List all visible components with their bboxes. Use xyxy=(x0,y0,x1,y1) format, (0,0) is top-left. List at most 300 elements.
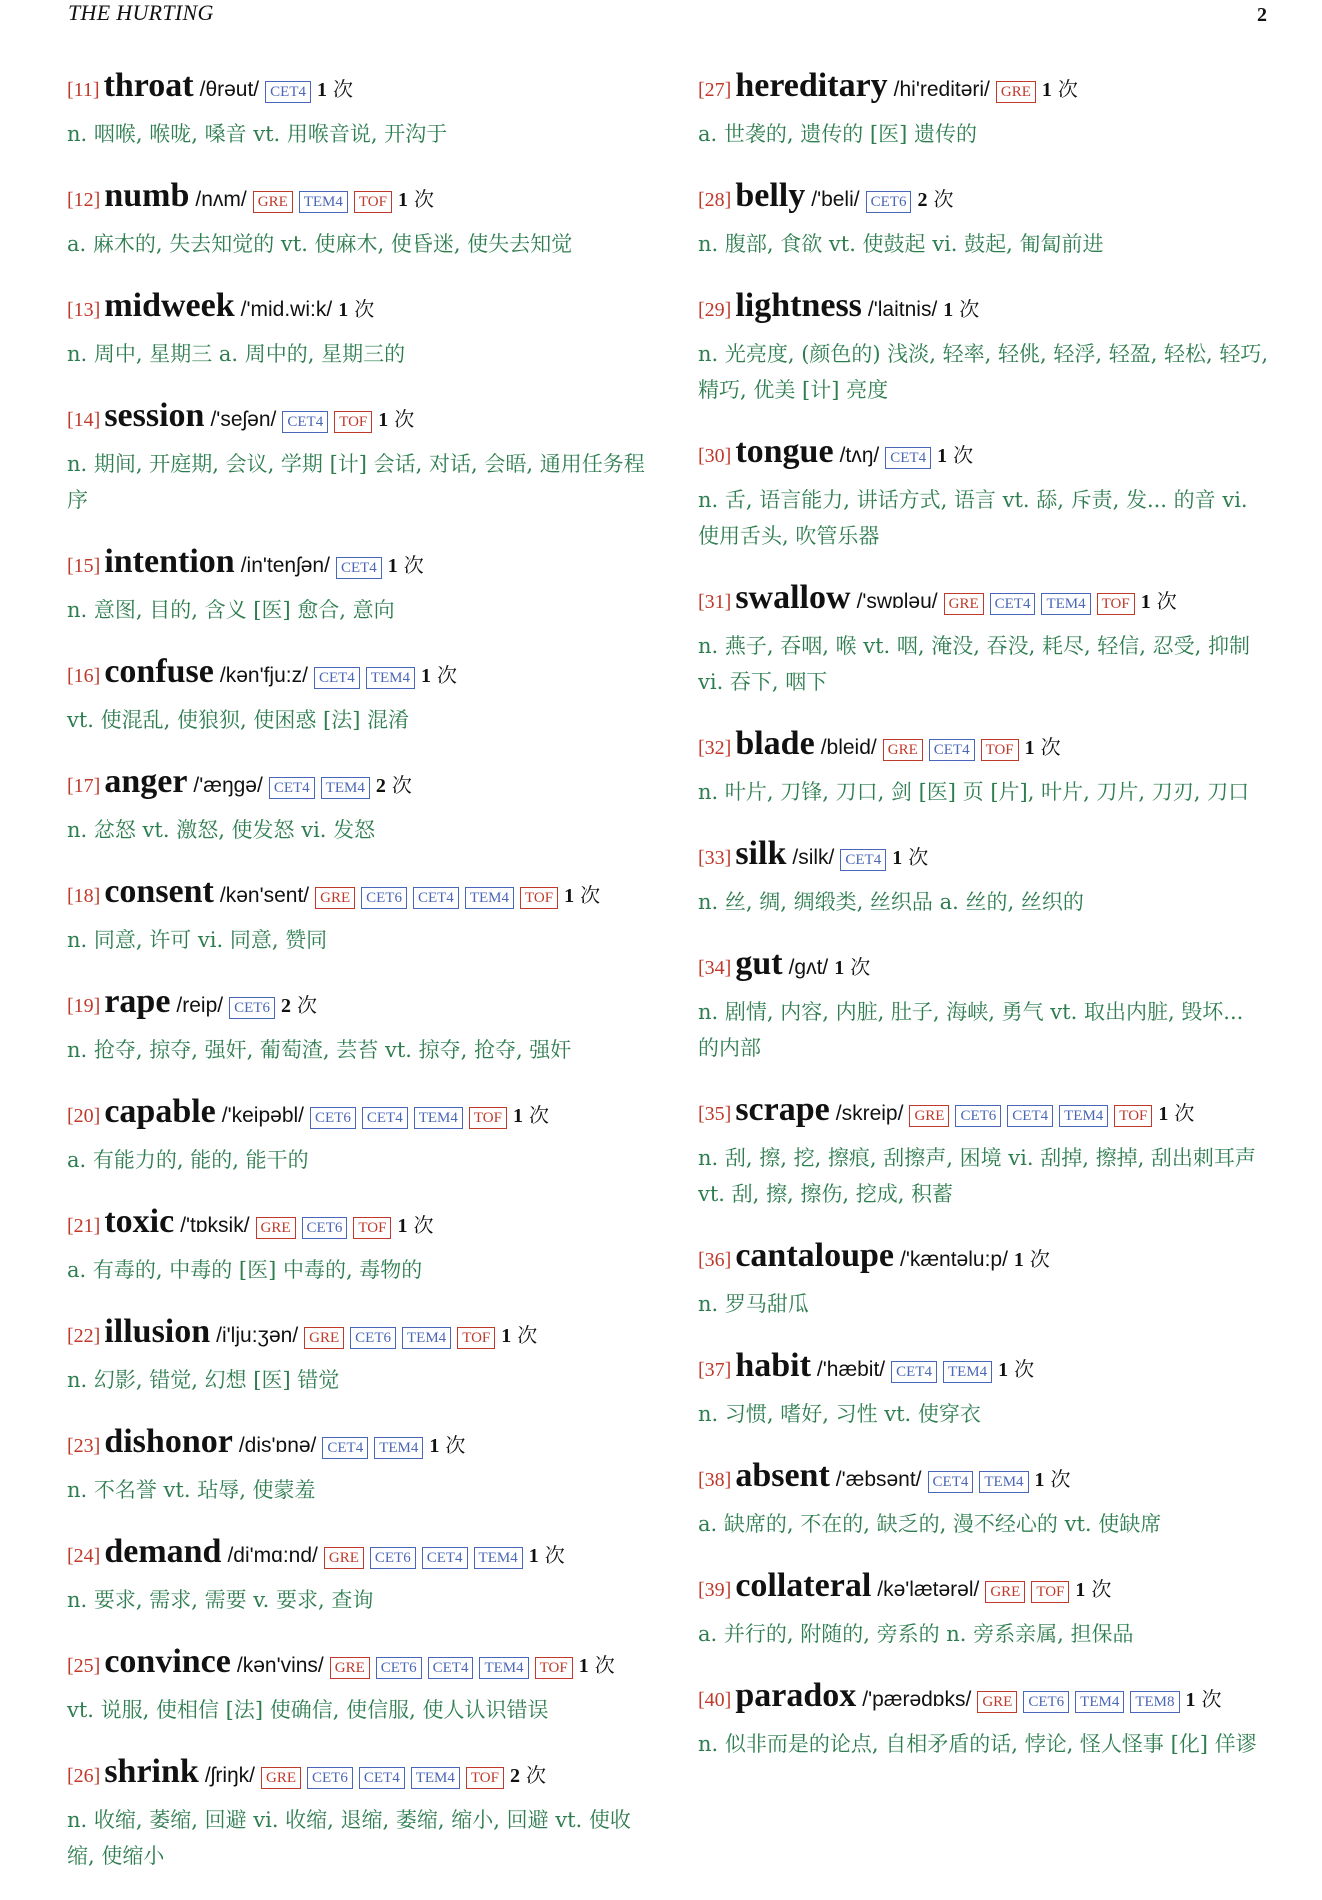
occurrence-count xyxy=(1141,589,1177,613)
entry-word: habit xyxy=(735,1347,811,1384)
exam-tag: TEM4 xyxy=(479,1657,528,1679)
entry-definition: n. 剧情, 内容, 内脏, 肚子, 海峡, 勇气 vt. 取出内脏, 毁坏... 的内部 xyxy=(698,1000,1244,1060)
entry-number: [30] xyxy=(698,445,732,467)
exam-tag: TOF xyxy=(466,1767,504,1789)
entry-definition: vt. 使混乱, 使狼狈, 使困惑 [法] 混淆 xyxy=(67,708,410,732)
entry-word: cantaloupe xyxy=(735,1237,895,1274)
entry-phonetic: /di'mɑ:nd/ xyxy=(227,1544,318,1567)
count-unit: 次 xyxy=(544,1543,565,1567)
entry-definition: n. 罗马甜瓜 xyxy=(698,1292,809,1316)
entry-word: numb xyxy=(104,177,190,214)
vocab-entry xyxy=(67,1314,647,1398)
exam-tag: CET4 xyxy=(322,1437,368,1459)
count-value: 2 xyxy=(509,1765,520,1787)
exam-tag: GRE xyxy=(315,887,355,909)
entry-word: rape xyxy=(104,983,171,1020)
entry-headline xyxy=(698,288,1270,334)
exam-tag: TEM8 xyxy=(1130,1691,1179,1713)
entry-number: [14] xyxy=(67,409,101,431)
entry-phonetic: /'tɒksik/ xyxy=(180,1214,250,1237)
entry-definition: n. 抢夺, 掠夺, 强奸, 葡萄渣, 芸苔 vt. 掠夺, 抢夺, 强奸 xyxy=(67,1038,572,1062)
entry-phonetic: /in'tenʃən/ xyxy=(240,554,330,577)
entry-number: [16] xyxy=(67,665,101,687)
vocab-entry xyxy=(698,1458,1270,1542)
entry-definition: a. 有毒的, 中毒的 [医] 中毒的, 毒物的 xyxy=(67,1258,423,1282)
exam-tag: TEM4 xyxy=(1041,593,1090,615)
occurrence-count xyxy=(398,187,434,211)
entry-phonetic: /gʌt/ xyxy=(788,956,829,979)
entry-word: demand xyxy=(104,1533,222,1570)
count-unit: 次 xyxy=(528,1103,549,1127)
entry-phonetic: /'kæntəlu:p/ xyxy=(900,1248,1008,1271)
exam-tag: CET6 xyxy=(361,887,407,909)
entry-number: [19] xyxy=(67,995,101,1017)
count-unit: 次 xyxy=(445,1433,466,1457)
vocab-entry xyxy=(698,178,1270,262)
count-unit: 次 xyxy=(1029,1247,1050,1271)
exam-tag: CET4 xyxy=(359,1767,405,1789)
count-unit: 次 xyxy=(296,993,317,1017)
occurrence-count xyxy=(1035,1467,1071,1491)
entry-definition: a. 麻木的, 失去知觉的 vt. 使麻木, 使昏迷, 使失去知觉 xyxy=(67,232,573,256)
count-value: 1 xyxy=(397,189,408,211)
entry-phonetic: /'pærədɒks/ xyxy=(862,1688,972,1711)
entry-definition: n. 周中, 星期三 a. 周中的, 星期三的 xyxy=(67,342,406,366)
exam-tag: TOF xyxy=(1097,593,1135,615)
entry-number: [25] xyxy=(67,1655,101,1677)
count-value: 1 xyxy=(378,409,389,431)
entry-headline xyxy=(698,1238,1270,1284)
entry-word: tongue xyxy=(735,433,834,470)
entry-definition: n. 燕子, 吞咽, 喉 vt. 咽, 淹没, 吞没, 耗尽, 轻信, 忍受, 抑制 vi. 吞下, 咽下 xyxy=(698,634,1251,694)
occurrence-count xyxy=(1042,77,1078,101)
exam-tag: TOF xyxy=(1114,1105,1152,1127)
entry-phonetic: /dis'ɒnə/ xyxy=(238,1434,317,1457)
vocab-entry xyxy=(698,68,1270,152)
entry-phonetic: /'laitnis/ xyxy=(867,298,938,321)
entry-number: [24] xyxy=(67,1545,101,1567)
entry-number: [39] xyxy=(698,1579,732,1601)
exam-tag: CET4 xyxy=(336,557,382,579)
count-value: 2 xyxy=(280,995,291,1017)
entry-definition: n. 叶片, 刀锋, 刀口, 剑 [医] 页 [片], 叶片, 刀片, 刀刃, 刀口 xyxy=(698,780,1250,804)
entry-headline xyxy=(67,1534,647,1580)
vocab-entry xyxy=(67,68,647,152)
entry-headline xyxy=(698,946,1270,992)
entry-word: paradox xyxy=(735,1677,857,1714)
exam-tag: CET4 xyxy=(990,593,1036,615)
occurrence-count xyxy=(1025,735,1061,759)
entry-phonetic: /kə'lætərəl/ xyxy=(877,1578,980,1601)
exam-tag: TEM4 xyxy=(474,1547,523,1569)
exam-tag: TOF xyxy=(353,1217,391,1239)
occurrence-count xyxy=(1075,1577,1111,1601)
entry-number: [37] xyxy=(698,1359,732,1381)
exam-tag: TEM4 xyxy=(374,1437,423,1459)
entry-phonetic: /'seʃən/ xyxy=(210,408,277,431)
entry-number: [21] xyxy=(67,1215,101,1237)
occurrence-count xyxy=(376,773,412,797)
count-unit: 次 xyxy=(354,297,375,321)
count-value: 1 xyxy=(501,1325,512,1347)
entry-number: [38] xyxy=(698,1469,732,1491)
entry-definition: n. 意图, 目的, 含义 [医] 愈合, 意向 xyxy=(67,598,395,622)
exam-tag: CET4 xyxy=(314,667,360,689)
occurrence-count xyxy=(1186,1687,1222,1711)
occurrence-count xyxy=(378,407,414,431)
entry-definition: n. 腹部, 食欲 vt. 使鼓起 vi. 鼓起, 匍匐前进 xyxy=(698,232,1104,256)
vocab-entry xyxy=(698,580,1270,700)
entry-word: swallow xyxy=(735,579,851,616)
count-unit: 次 xyxy=(1040,735,1061,759)
exam-tag: TEM4 xyxy=(402,1327,451,1349)
vocab-entry xyxy=(67,1644,647,1728)
entry-phonetic: /tʌŋ/ xyxy=(839,444,880,467)
entry-definition: a. 有能力的, 能的, 能干的 xyxy=(67,1148,309,1172)
entry-phonetic: /silk/ xyxy=(792,846,835,869)
exam-tag: TOF xyxy=(334,411,372,433)
entry-phonetic: /'beli/ xyxy=(811,188,860,211)
exam-tag: GRE xyxy=(985,1581,1025,1603)
count-value: 1 xyxy=(528,1545,539,1567)
vocab-entry xyxy=(67,764,647,848)
entry-headline xyxy=(67,1754,647,1800)
entry-headline xyxy=(698,726,1270,772)
entry-word: anger xyxy=(104,763,188,800)
exam-tag: CET4 xyxy=(282,411,328,433)
occurrence-count xyxy=(943,297,979,321)
vocab-entry xyxy=(67,1424,647,1508)
entry-number: [13] xyxy=(67,299,101,321)
occurrence-count xyxy=(892,845,928,869)
vocab-entry xyxy=(698,1568,1270,1652)
entry-headline xyxy=(698,1458,1270,1504)
occurrence-count xyxy=(421,663,457,687)
count-unit: 次 xyxy=(403,553,424,577)
entry-definition: a. 缺席的, 不在的, 缺乏的, 漫不经心的 vt. 使缺席 xyxy=(698,1512,1162,1536)
count-value: 1 xyxy=(1075,1579,1086,1601)
count-value: 1 xyxy=(338,299,349,321)
entry-word: convince xyxy=(104,1643,231,1680)
entry-headline xyxy=(698,1678,1270,1724)
count-value: 1 xyxy=(1158,1103,1169,1125)
occurrence-count xyxy=(529,1543,565,1567)
count-unit: 次 xyxy=(933,187,954,211)
count-unit: 次 xyxy=(959,297,980,321)
occurrence-count xyxy=(1158,1101,1194,1125)
count-value: 2 xyxy=(917,189,928,211)
entry-definition: n. 要求, 需求, 需要 v. 要求, 查询 xyxy=(67,1588,374,1612)
entry-number: [27] xyxy=(698,79,732,101)
entry-definition: n. 同意, 许可 vi. 同意, 赞同 xyxy=(67,928,328,952)
count-value: 1 xyxy=(564,885,575,907)
entry-word: dishonor xyxy=(104,1423,233,1460)
count-unit: 次 xyxy=(1014,1357,1035,1381)
count-unit: 次 xyxy=(1091,1577,1112,1601)
vocab-entry xyxy=(698,1092,1270,1212)
exam-tag: CET4 xyxy=(428,1657,474,1679)
vocab-entry xyxy=(698,946,1270,1066)
exam-tag: CET4 xyxy=(422,1547,468,1569)
entry-headline xyxy=(698,434,1270,480)
vocab-entry xyxy=(698,836,1270,920)
exam-tag: GRE xyxy=(944,593,984,615)
entry-number: [17] xyxy=(67,775,101,797)
entry-word: lightness xyxy=(735,287,862,324)
entry-definition: n. 期间, 开庭期, 会议, 学期 [计] 会话, 对话, 会晤, 通用任务程序 xyxy=(67,452,645,512)
entry-headline xyxy=(698,178,1270,224)
entry-phonetic: /'keipəbl/ xyxy=(221,1104,305,1127)
exam-tag: CET4 xyxy=(362,1107,408,1129)
count-unit: 次 xyxy=(1201,1687,1222,1711)
entry-definition: n. 忿怒 vt. 激怒, 使发怒 vi. 发怒 xyxy=(67,818,376,842)
vocab-entry xyxy=(698,434,1270,554)
entry-headline xyxy=(67,874,647,920)
count-value: 1 xyxy=(1013,1249,1024,1271)
entry-word: confuse xyxy=(104,653,214,690)
entry-phonetic: /nʌm/ xyxy=(195,188,247,211)
occurrence-count xyxy=(501,1323,537,1347)
right-column xyxy=(698,68,1270,1788)
entry-headline xyxy=(698,580,1270,626)
exam-tag: CET4 xyxy=(269,777,315,799)
entry-word: scrape xyxy=(735,1091,830,1128)
entry-phonetic: /hi'reditəri/ xyxy=(893,78,990,101)
count-value: 1 xyxy=(1140,591,1151,613)
exam-tag: GRE xyxy=(883,739,923,761)
exam-tag: CET4 xyxy=(885,447,931,469)
count-unit: 次 xyxy=(394,407,415,431)
entry-number: [20] xyxy=(67,1105,101,1127)
entry-number: [40] xyxy=(698,1689,732,1711)
entry-word: shrink xyxy=(104,1753,199,1790)
count-value: 1 xyxy=(1034,1469,1045,1491)
entry-phonetic: /reip/ xyxy=(176,994,224,1017)
count-value: 2 xyxy=(375,775,386,797)
vocab-entry xyxy=(67,288,647,372)
entry-number: [35] xyxy=(698,1103,732,1125)
entry-number: [22] xyxy=(67,1325,101,1347)
entry-headline xyxy=(698,1092,1270,1138)
exam-tag: CET4 xyxy=(413,887,459,909)
exam-tag: TOF xyxy=(457,1327,495,1349)
exam-tag: GRE xyxy=(304,1327,344,1349)
entry-headline xyxy=(67,764,647,810)
exam-tag: GRE xyxy=(256,1217,296,1239)
exam-tag: CET6 xyxy=(307,1767,353,1789)
entry-number: [28] xyxy=(698,189,732,211)
count-value: 1 xyxy=(892,847,903,869)
page-number: 2 xyxy=(1257,4,1267,26)
entry-definition: a. 并行的, 附随的, 旁系的 n. 旁系亲属, 担保品 xyxy=(698,1622,1134,1646)
entry-headline xyxy=(67,68,647,114)
vocab-entry xyxy=(67,1094,647,1178)
vocab-entry xyxy=(698,1348,1270,1432)
vocab-entry xyxy=(698,288,1270,408)
exam-tag: CET6 xyxy=(376,1657,422,1679)
entry-word: belly xyxy=(735,177,806,214)
exam-tag: TOF xyxy=(1031,1581,1069,1603)
entry-phonetic: /'mid.wi:k/ xyxy=(240,298,333,321)
occurrence-count xyxy=(564,883,600,907)
entry-headline xyxy=(67,288,647,334)
entry-number: [33] xyxy=(698,847,732,869)
exam-tag: CET6 xyxy=(229,997,275,1019)
exam-tag: TOF xyxy=(354,191,392,213)
exam-tag: CET4 xyxy=(929,739,975,761)
entry-number: [34] xyxy=(698,957,732,979)
entry-phonetic: /kən'fju:z/ xyxy=(219,664,308,687)
occurrence-count xyxy=(1014,1247,1050,1271)
count-unit: 次 xyxy=(391,773,412,797)
vocab-entry xyxy=(67,984,647,1068)
entry-headline xyxy=(67,178,647,224)
entry-definition: n. 似非而是的论点, 自相矛盾的话, 悖论, 怪人怪事 [化] 佯谬 xyxy=(698,1732,1257,1756)
exam-tag: GRE xyxy=(996,81,1036,103)
exam-tag: TOF xyxy=(981,739,1019,761)
count-unit: 次 xyxy=(1050,1467,1071,1491)
occurrence-count xyxy=(510,1763,546,1787)
exam-tag: CET6 xyxy=(302,1217,348,1239)
count-value: 1 xyxy=(1185,1689,1196,1711)
occurrence-count xyxy=(388,553,424,577)
entry-headline xyxy=(67,1424,647,1470)
vocab-entry xyxy=(67,178,647,262)
exam-tag: CET4 xyxy=(265,81,311,103)
exam-tag: TOF xyxy=(520,887,558,909)
occurrence-count xyxy=(937,443,973,467)
exam-tag: GRE xyxy=(909,1105,949,1127)
exam-tag: CET4 xyxy=(840,849,886,871)
count-unit: 次 xyxy=(850,955,871,979)
count-value: 1 xyxy=(834,957,845,979)
entry-phonetic: /i'lju:ʒən/ xyxy=(216,1324,299,1347)
exam-tag: TEM4 xyxy=(321,777,370,799)
count-value: 1 xyxy=(397,1215,408,1237)
entry-headline xyxy=(67,398,647,444)
entry-headline xyxy=(67,1644,647,1690)
entry-definition: n. 舌, 语言能力, 讲话方式, 语言 vt. 舔, 斥责, 发... 的音 vi. 使用舌头, 吹管乐器 xyxy=(698,488,1248,548)
entry-phonetic: /skreip/ xyxy=(835,1102,904,1125)
count-unit: 次 xyxy=(413,187,434,211)
occurrence-count xyxy=(397,1213,433,1237)
entry-definition: n. 光亮度, (颜色的) 浅淡, 轻率, 轻佻, 轻浮, 轻盈, 轻松, 轻巧, 精巧, 优美 [计] 亮度 xyxy=(698,342,1269,402)
entry-phonetic: /'swɒləu/ xyxy=(856,590,938,613)
exam-tag: CET4 xyxy=(928,1471,974,1493)
vocab-entry xyxy=(67,1534,647,1618)
exam-tag: GRE xyxy=(253,191,293,213)
vocab-entry xyxy=(67,654,647,738)
entry-definition: n. 幻影, 错觉, 幻想 [医] 错觉 xyxy=(67,1368,340,1392)
count-value: 1 xyxy=(1024,737,1035,759)
entry-phonetic: /'æbsənt/ xyxy=(835,1468,922,1491)
exam-tag: TEM4 xyxy=(465,887,514,909)
count-value: 1 xyxy=(578,1655,589,1677)
exam-tag: CET4 xyxy=(1007,1105,1053,1127)
count-value: 1 xyxy=(1041,79,1052,101)
entry-headline xyxy=(698,68,1270,114)
entry-word: capable xyxy=(104,1093,216,1130)
vocab-entry xyxy=(67,1754,647,1874)
entry-word: session xyxy=(104,397,205,434)
entry-definition: n. 收缩, 萎缩, 回避 vi. 收缩, 退缩, 萎缩, 缩小, 回避 vt. 使收缩, 使缩小 xyxy=(67,1808,631,1868)
exam-tag: GRE xyxy=(324,1547,364,1569)
exam-tag: CET6 xyxy=(370,1547,416,1569)
occurrence-count xyxy=(579,1653,615,1677)
occurrence-count xyxy=(429,1433,465,1457)
exam-tag: TEM4 xyxy=(979,1471,1028,1493)
entry-phonetic: /ʃriŋk/ xyxy=(204,1764,256,1787)
entry-number: [11] xyxy=(67,79,100,101)
entry-word: midweek xyxy=(104,287,235,324)
occurrence-count xyxy=(834,955,870,979)
occurrence-count xyxy=(513,1103,549,1127)
occurrence-count xyxy=(917,187,953,211)
exam-tag: GRE xyxy=(977,1691,1017,1713)
exam-tag: TEM4 xyxy=(1059,1105,1108,1127)
count-unit: 次 xyxy=(908,845,929,869)
occurrence-count xyxy=(338,297,374,321)
exam-tag: CET6 xyxy=(866,191,912,213)
count-value: 1 xyxy=(387,555,398,577)
exam-tag: CET6 xyxy=(955,1105,1001,1127)
entry-headline xyxy=(67,1204,647,1250)
vocab-entry xyxy=(67,1204,647,1288)
entry-number: [26] xyxy=(67,1765,101,1787)
exam-tag: GRE xyxy=(330,1657,370,1679)
entry-headline xyxy=(67,1094,647,1140)
entry-word: consent xyxy=(104,873,214,910)
count-unit: 次 xyxy=(413,1213,434,1237)
entry-definition: vt. 说服, 使相信 [法] 使确信, 使信服, 使人认识错误 xyxy=(67,1698,549,1722)
entry-phonetic: /'æŋgə/ xyxy=(193,774,263,797)
entry-phonetic: /bleid/ xyxy=(820,736,877,759)
entry-number: [32] xyxy=(698,737,732,759)
count-unit: 次 xyxy=(580,883,601,907)
entry-word: blade xyxy=(735,725,815,762)
count-value: 1 xyxy=(998,1359,1009,1381)
entry-headline xyxy=(698,1568,1270,1614)
entry-phonetic: /kən'sent/ xyxy=(219,884,310,907)
entry-number: [36] xyxy=(698,1249,732,1271)
exam-tag: CET4 xyxy=(891,1361,937,1383)
entry-phonetic: /kən'vins/ xyxy=(236,1654,324,1677)
left-column xyxy=(67,68,647,1900)
entry-headline xyxy=(67,1314,647,1360)
count-value: 1 xyxy=(512,1105,523,1127)
entry-word: silk xyxy=(735,835,787,872)
exam-tag: TEM4 xyxy=(299,191,348,213)
entry-word: hereditary xyxy=(735,67,888,104)
entry-definition: n. 咽喉, 喉咙, 嗓音 vt. 用喉音说, 开沟于 xyxy=(67,122,448,146)
entry-definition: a. 世袭的, 遗传的 [医] 遗传的 xyxy=(698,122,977,146)
vocab-entry xyxy=(698,1238,1270,1322)
count-unit: 次 xyxy=(1174,1101,1195,1125)
entry-headline xyxy=(67,984,647,1030)
entry-headline xyxy=(698,836,1270,882)
exam-tag: CET6 xyxy=(350,1327,396,1349)
entry-phonetic: /'hæbit/ xyxy=(816,1358,886,1381)
entry-headline xyxy=(698,1348,1270,1394)
vocab-entry xyxy=(67,874,647,958)
vocab-entry xyxy=(698,1678,1270,1762)
occurrence-count xyxy=(317,77,353,101)
entry-headline xyxy=(67,654,647,700)
entry-number: [15] xyxy=(67,555,101,577)
exam-tag: GRE xyxy=(261,1767,301,1789)
count-unit: 次 xyxy=(333,77,353,101)
entry-definition: n. 习惯, 嗜好, 习性 vt. 使穿衣 xyxy=(698,1402,981,1426)
